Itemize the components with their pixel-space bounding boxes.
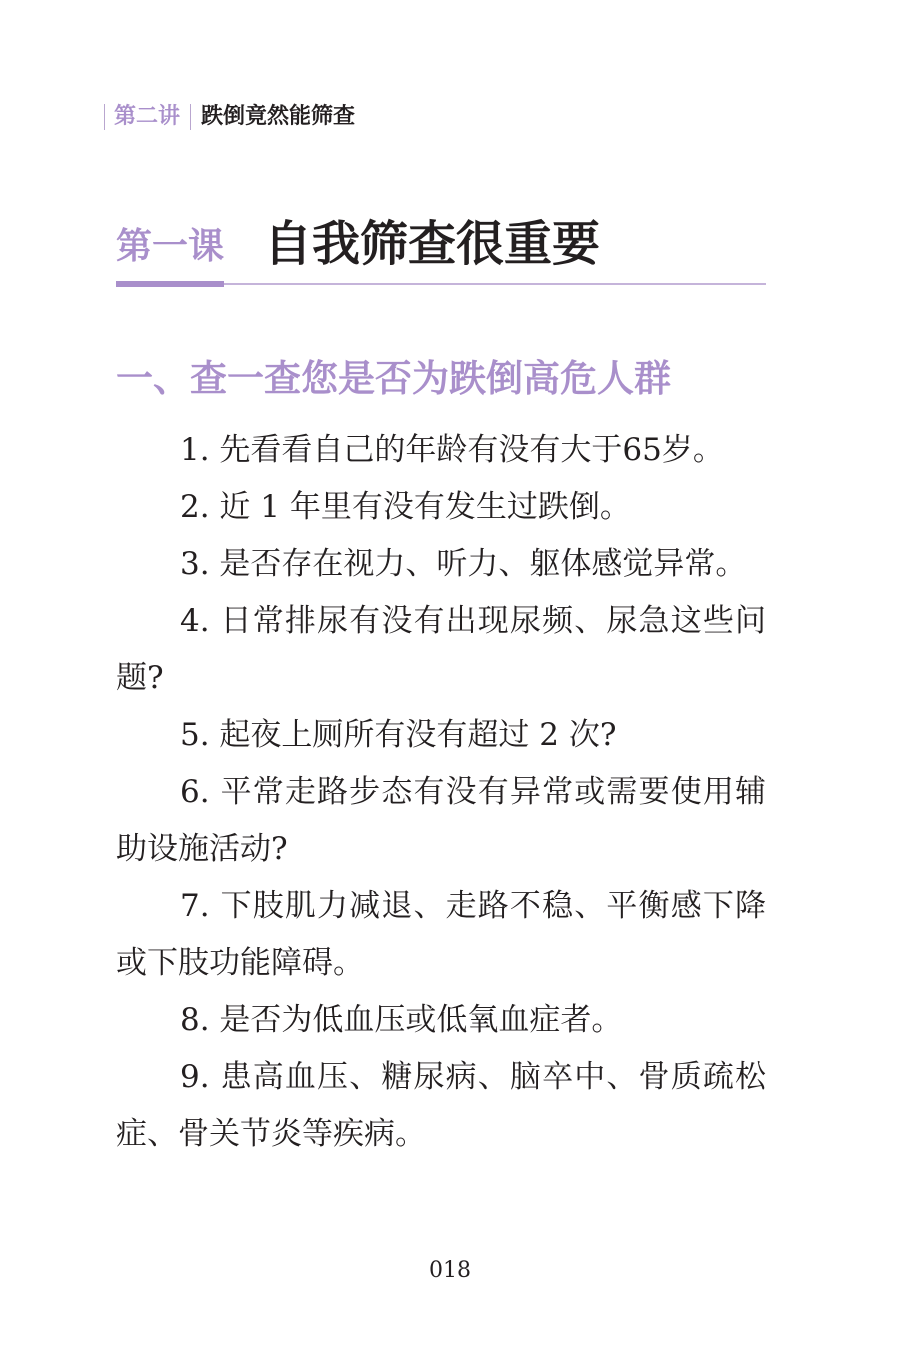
checklist-item-2: 2. 近 1 年里有没有发生过跌倒。	[180, 489, 631, 525]
checklist-item-5: 5. 起夜上厕所有没有超过 2 次?	[180, 717, 617, 753]
lesson-header	[116, 212, 766, 292]
running-head-left-divider	[104, 104, 105, 130]
lesson-underline-accent	[116, 281, 224, 287]
running-head-part: 第二讲	[114, 104, 181, 129]
checklist-item-6: 6. 平常走路步态有没有异常或需要使用辅助设施活动?	[116, 774, 766, 867]
running-head-divider	[190, 104, 191, 130]
checklist	[116, 422, 766, 1163]
checklist-item-9: 9. 患高血压、糖尿病、脑卒中、骨质疏松症、骨关节炎等疾病。	[116, 1059, 766, 1152]
checklist-item-7: 7. 下肢肌力减退、走路不稳、平衡感下降或下肢功能障碍。	[116, 888, 766, 981]
running-head-title: 跌倒竟然能筛查	[201, 104, 356, 129]
page-number: 018	[429, 1258, 471, 1283]
section-heading: 一、查一查您是否为跌倒高危人群	[116, 357, 671, 400]
checklist-item-1: 1. 先看看自己的年龄有没有大于65岁。	[180, 432, 724, 468]
checklist-item-4: 4. 日常排尿有没有出现尿频、尿急这些问题?	[116, 603, 766, 696]
lesson-title: 自我筛查很重要	[264, 216, 601, 272]
checklist-item-8: 8. 是否为低血压或低氧血症者。	[180, 1002, 623, 1038]
running-head	[104, 100, 355, 134]
checklist-item-3: 3. 是否存在视力、听力、躯体感觉异常。	[180, 546, 747, 582]
lesson-label: 第一课	[116, 226, 225, 267]
